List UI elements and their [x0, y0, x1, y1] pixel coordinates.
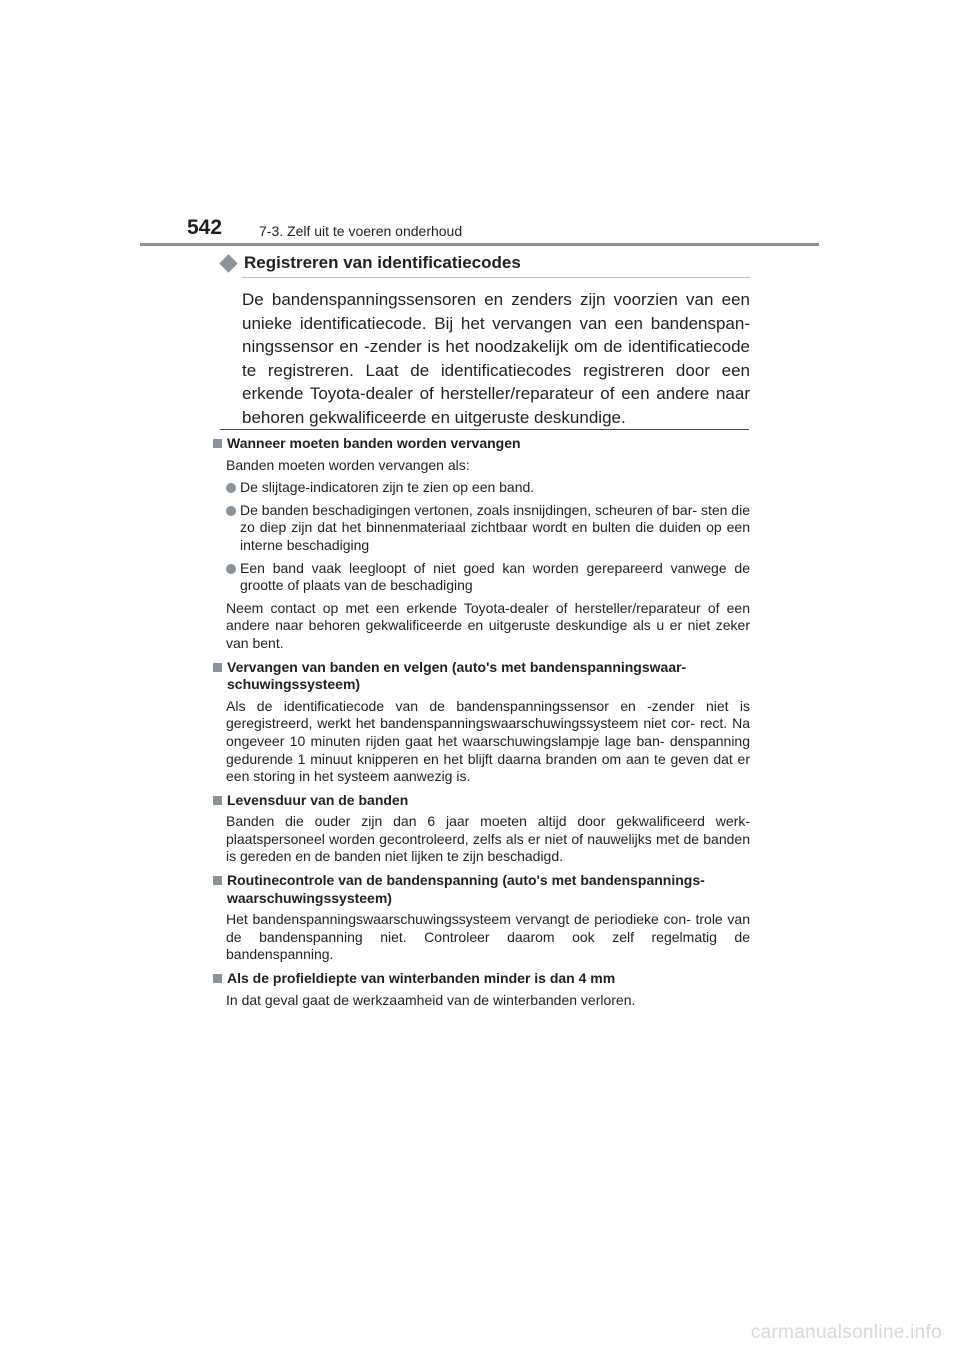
diamond-icon: [219, 254, 237, 272]
note-body: Het bandenspanningswaarschuwingssysteem vervangt de periodieke con- trole van de bandenspanning niet. Controleer daarom ook zelf regelmatig de bandenspanning.: [226, 911, 750, 963]
note-routine-check: [210, 872, 750, 964]
registration-section: [220, 252, 750, 430]
list-item-text: De slijtage-indicatoren zijn te zien op een band.: [240, 479, 535, 496]
note-title: Vervangen van banden en velgen (auto's met bandenspanningswaar- schuwingssysteem): [227, 658, 687, 693]
chapter-title: 7-3. Zelf uit te voeren onderhoud: [259, 223, 463, 239]
note-followup: Neem contact op met een erkende Toyota-dealer of hersteller/reparateur of een andere naar behoren gekwalificeerde en uitgeruste deskundige als u er niet zeker van bent.: [226, 599, 750, 651]
note-body: In dat geval gaat de werkzaamheid van de winterbanden verloren.: [226, 991, 636, 1008]
note-body: Banden moeten worden vervangen als:: [226, 456, 470, 473]
note-heading: [210, 792, 750, 810]
note-title: Wanneer moeten banden worden vervangen: [227, 435, 521, 451]
note-heading: [210, 872, 750, 907]
square-bullet-icon: [213, 876, 222, 885]
section-title: Registreren van identificatiecodes: [244, 253, 521, 272]
note-title: Als de profieldiepte van winterbanden minder is dan 4 mm: [227, 970, 616, 987]
note-title: Levensduur van de banden: [227, 791, 409, 808]
list-item-text: Een band vaak leegloopt of niet goed kan worden gerepareerd vanwege de grootte of plaats van de beschadiging: [240, 559, 750, 594]
square-bullet-icon: [213, 663, 222, 672]
note-heading: [210, 970, 750, 988]
list-item: [226, 479, 750, 497]
note-tire-replacement: [210, 435, 750, 653]
list-item: [226, 502, 750, 555]
notes-list: [210, 435, 750, 1015]
round-bullet-icon: [226, 506, 236, 516]
section-divider: [220, 429, 749, 430]
round-bullet-icon: [226, 564, 236, 574]
watermark: carmanualsonline.info: [750, 1322, 942, 1343]
note-title: Routinecontrole van de bandenspanning (auto's met bandenspannings- waarschuwingssysteem): [227, 872, 705, 906]
section-body: De bandenspanningssensoren en zenders zijn voorzien van een unieke identificatiecode. Bij het vervangen van een bandenspan- ningssensor en -zender is het noodzakelijk om de identificatiecode te registreren. Laat de identificatiecodes registreren door een erkende Toyota-dealer of hersteller/reparateur of een andere naar behoren gekwalificeerde en uitgeruste deskundige.: [242, 290, 750, 427]
note-heading: [210, 659, 750, 694]
square-bullet-icon: [213, 796, 222, 805]
heading-rule: [242, 277, 750, 278]
note-tires-and-wheels: [210, 659, 750, 786]
square-bullet-icon: [213, 974, 222, 983]
header-rule: [140, 243, 819, 246]
note-body: Als de identificatiecode van de bandenspanningssensor en -zender niet is geregistreerd, werkt het bandenspanningswaarschuwingssysteem niet cor- rect. Na ongeveer 10 minuten rijden gaat het waarschuwingslampje lage ban- denspanning gedurende 1 minuut knipperen en het blijft daarna branden om aan te geven dat er een storing in het systeem aanwezig is.: [226, 697, 750, 785]
bullet-list: [226, 479, 750, 595]
list-item: [226, 560, 750, 595]
note-body: Banden die ouder zijn dan 6 jaar moeten altijd door gekwalificeerd werk- plaatspersoneel worden gecontroleerd, zelfs als er niet of nauwelijks met de banden is gereden en de banden niet lijken te zijn beschadigd.: [226, 813, 750, 865]
page-number: 542: [187, 216, 223, 239]
note-winter-tires: [210, 970, 750, 1009]
round-bullet-icon: [226, 483, 236, 493]
section-heading: [220, 252, 750, 277]
square-bullet-icon: [213, 439, 222, 448]
note-tire-lifespan: [210, 792, 750, 866]
note-heading: [210, 435, 750, 453]
list-item-text: De banden beschadigingen vertonen, zoals insnijdingen, scheuren of bar- sten die zo diep zijn dat het binnenmateriaal zichtbaar wordt en bulten die duiden op een interne beschadiging: [240, 501, 750, 553]
